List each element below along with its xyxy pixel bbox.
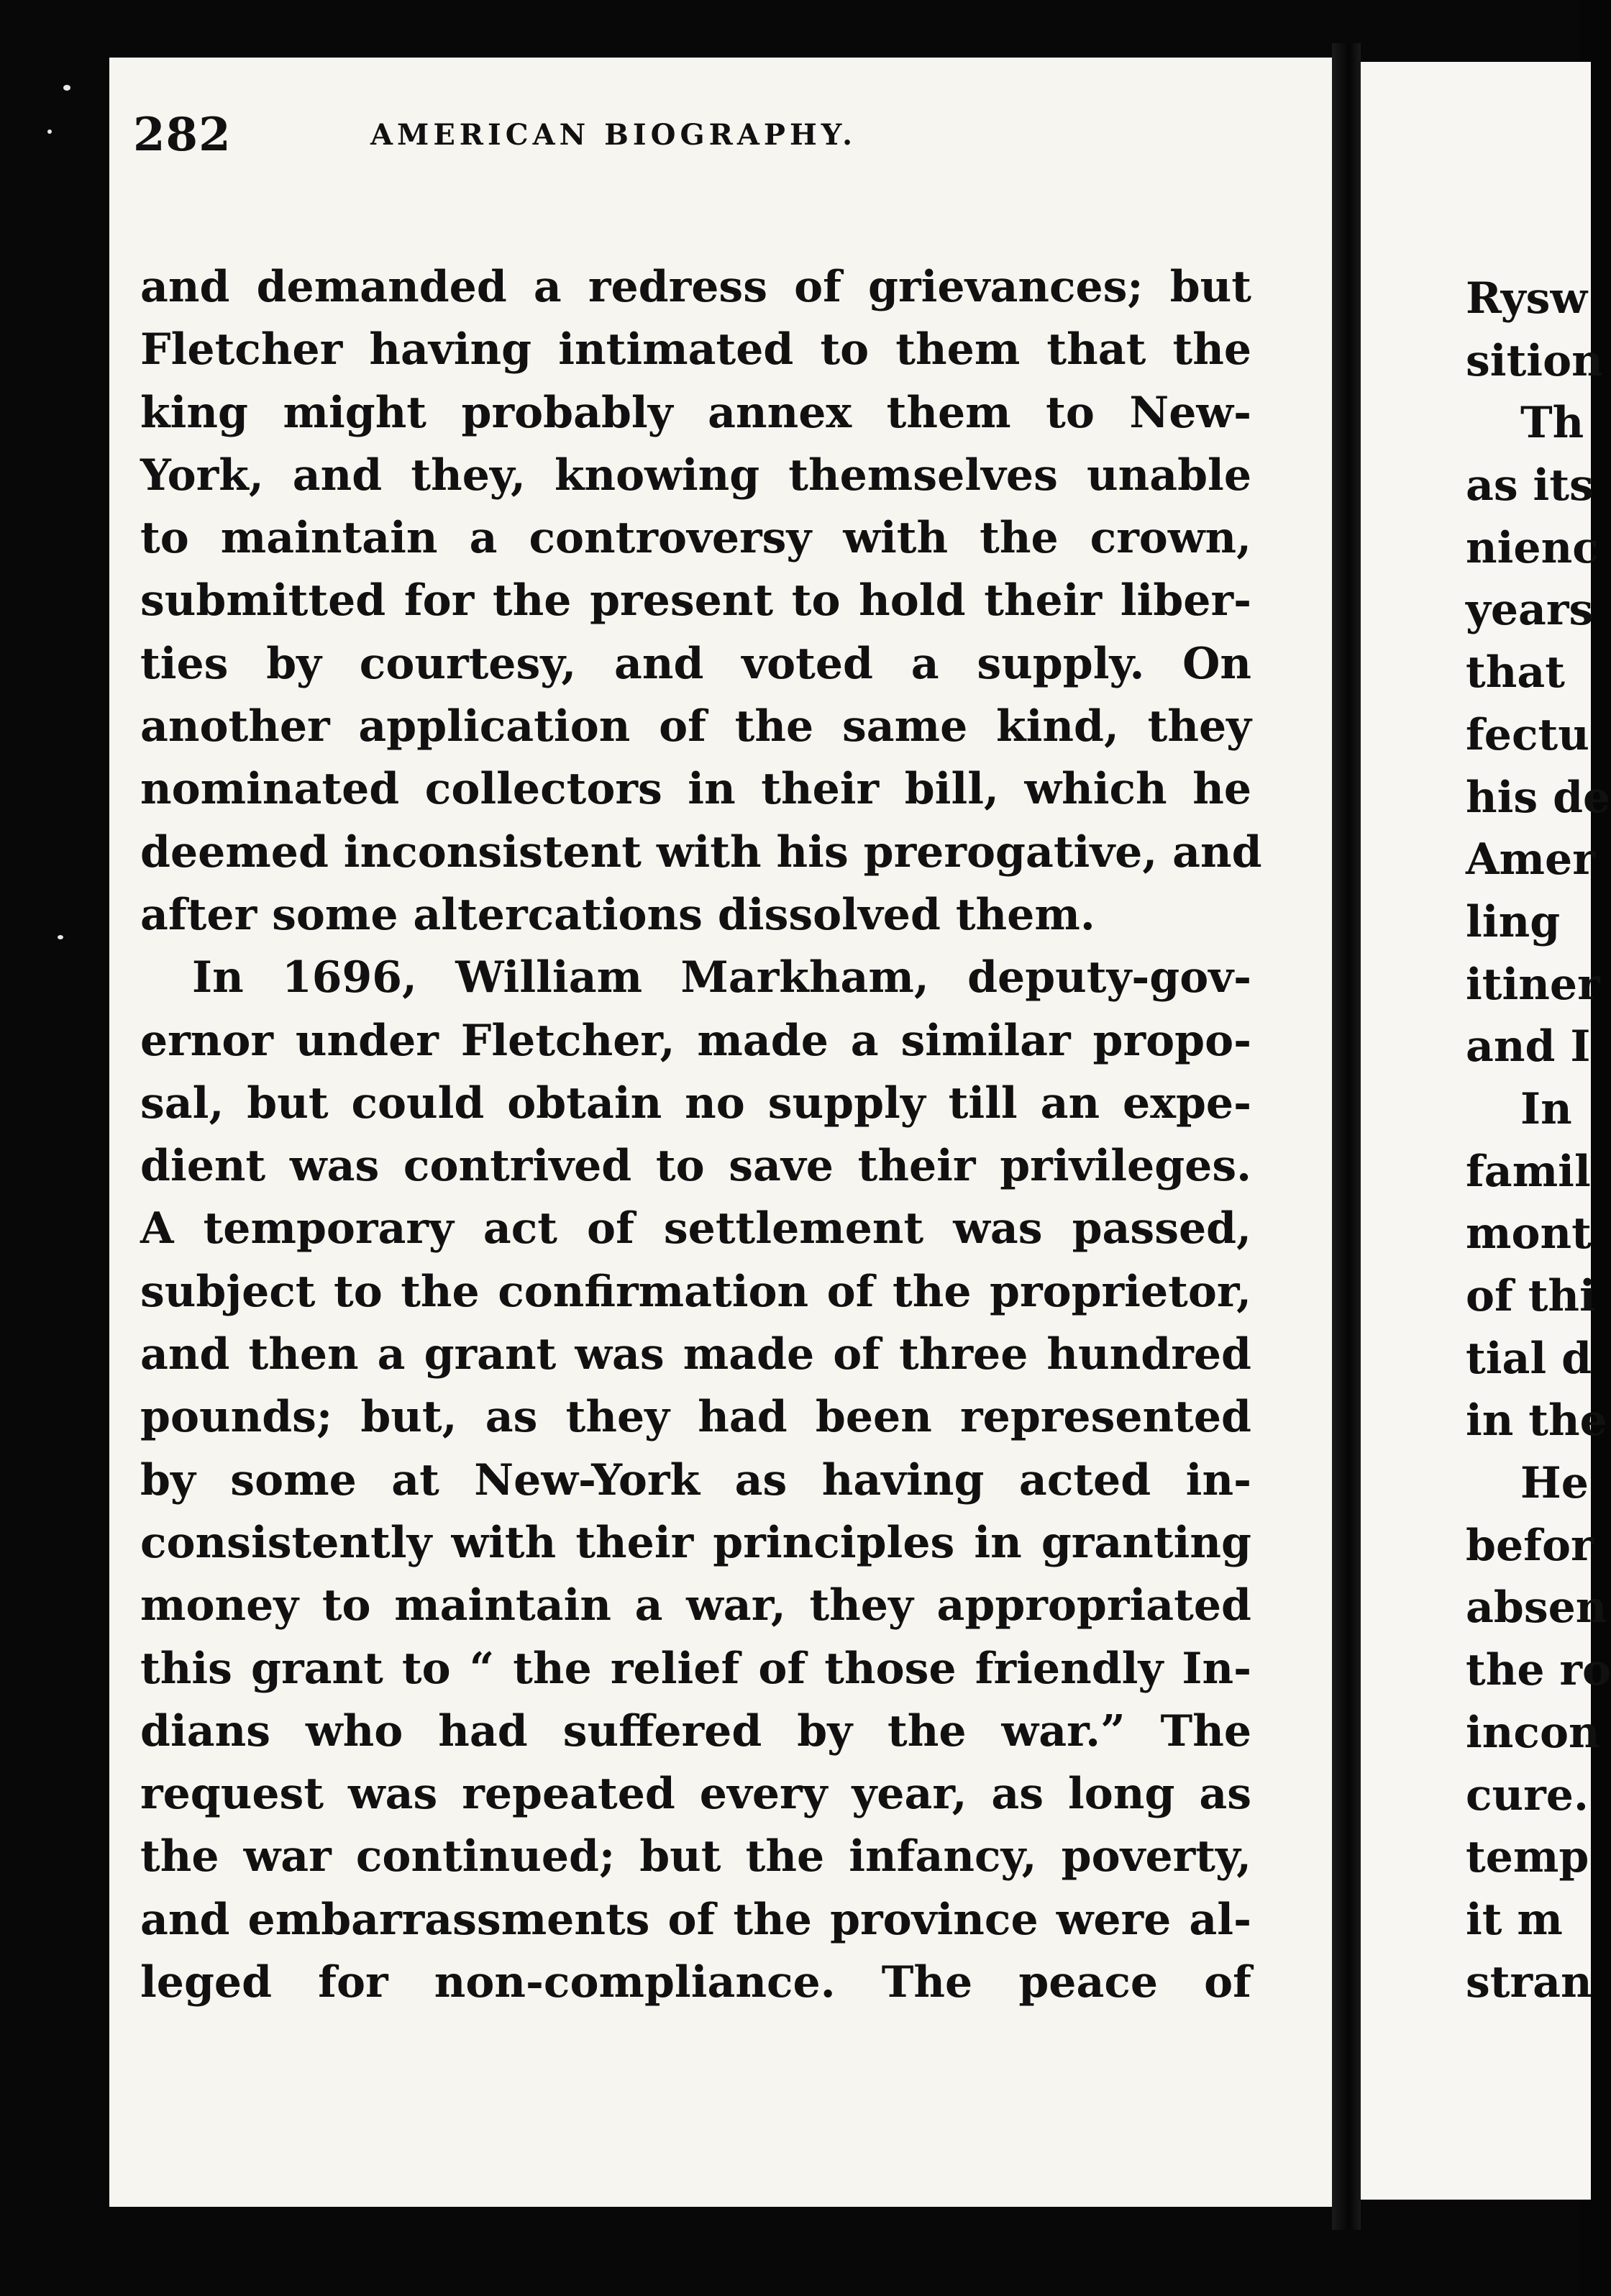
body-text: [140, 256, 1262, 2014]
running-head: AMERICAN BIOGRAPHY.: [370, 118, 857, 152]
scan-speck: [63, 85, 70, 91]
text-line: Rysw: [1466, 273, 1588, 324]
text-line: pounds; but, as they had been represented: [140, 1392, 1251, 1443]
text-line: mont: [1466, 1208, 1592, 1259]
text-line: ties by courtesy, and voted a supply. On: [140, 638, 1251, 689]
text-line: sition: [1466, 335, 1603, 386]
text-line: in the: [1466, 1395, 1607, 1447]
text-line: the ro: [1466, 1645, 1611, 1696]
text-line: befor: [1466, 1520, 1594, 1571]
text-line: and then a grant was made of three hundred: [140, 1329, 1251, 1380]
text-line: He: [1520, 1458, 1589, 1509]
text-line: temp: [1466, 1832, 1589, 1883]
text-line: and I: [1466, 1021, 1591, 1072]
text-line: of thi: [1466, 1271, 1596, 1321]
text-line: king might probably annex them to New-: [140, 387, 1251, 438]
text-line: incon: [1466, 1707, 1600, 1758]
text-line: sal, but could obtain no supply till an expe-: [140, 1078, 1251, 1129]
scan-speck: [47, 129, 52, 134]
text-line: famil: [1466, 1146, 1591, 1197]
text-line: by some at New-York as having acted in-: [140, 1454, 1251, 1505]
text-line: fectu: [1466, 709, 1589, 760]
text-line: years: [1466, 585, 1594, 636]
text-line: Fletcher having intimated to them that the: [140, 324, 1251, 375]
page-number: 282: [133, 108, 232, 162]
text-line: deemed inconsistent with his prerogative, and: [140, 826, 1262, 878]
text-line: dient was contrived to save their privileges.: [140, 1141, 1251, 1192]
text-line: and demanded a redress of grievances; but: [140, 262, 1251, 312]
text-line: money to maintain a war, they appropriated: [140, 1580, 1251, 1631]
book-gutter: [1332, 43, 1361, 2230]
text-line: York, and they, knowing themselves unable: [140, 450, 1251, 501]
text-line: dians who had suffered by the war.” The: [140, 1705, 1251, 1757]
text-line: tial d: [1466, 1333, 1592, 1384]
text-line: another application of the same kind, they: [140, 701, 1251, 752]
text-line: A temporary act of settlement was passed,: [140, 1203, 1251, 1254]
text-line: leged for non-compliance. The peace of: [140, 1957, 1251, 2008]
text-line: nienc: [1466, 522, 1599, 573]
text-line: the war continued; but the infancy, poverty,: [140, 1831, 1251, 1882]
text-line: submitted for the present to hold their liber-: [140, 575, 1251, 627]
text-line: In 1696, William Markham, deputy-gov-: [192, 952, 1251, 1003]
text-line: ernor under Fletcher, made a similar propo-: [140, 1015, 1251, 1066]
page-header: [133, 108, 1212, 194]
text-line: cure.: [1466, 1769, 1589, 1821]
text-line: as its: [1466, 460, 1594, 511]
text-line: nominated collectors in their bill, which he: [140, 764, 1251, 815]
text-line: subject to the confirmation of the proprietor,: [140, 1266, 1251, 1317]
text-line: his de: [1466, 772, 1611, 823]
text-line: absen: [1466, 1582, 1607, 1634]
text-line: Amer: [1466, 834, 1595, 885]
text-line: Th: [1520, 398, 1584, 449]
text-line: ling: [1466, 896, 1561, 947]
text-line: consistently with their principles in granting: [140, 1517, 1251, 1568]
text-line: request was repeated every year, as long as: [140, 1769, 1251, 1820]
text-line: itiner: [1466, 959, 1600, 1010]
text-line: it m: [1466, 1894, 1563, 1945]
text-line: that: [1466, 647, 1565, 698]
text-line: after some altercations dissolved them.: [140, 889, 1095, 940]
scan-speck: [58, 935, 63, 939]
text-line: In: [1520, 1083, 1572, 1134]
right-page-text: [1466, 268, 1611, 2013]
text-line: stran: [1466, 1956, 1592, 2008]
text-line: and embarrassments of the province were al-: [140, 1894, 1251, 1945]
text-line: this grant to “ the relief of those friendly In-: [140, 1643, 1251, 1694]
text-line: to maintain a controversy with the crown,: [140, 513, 1251, 564]
